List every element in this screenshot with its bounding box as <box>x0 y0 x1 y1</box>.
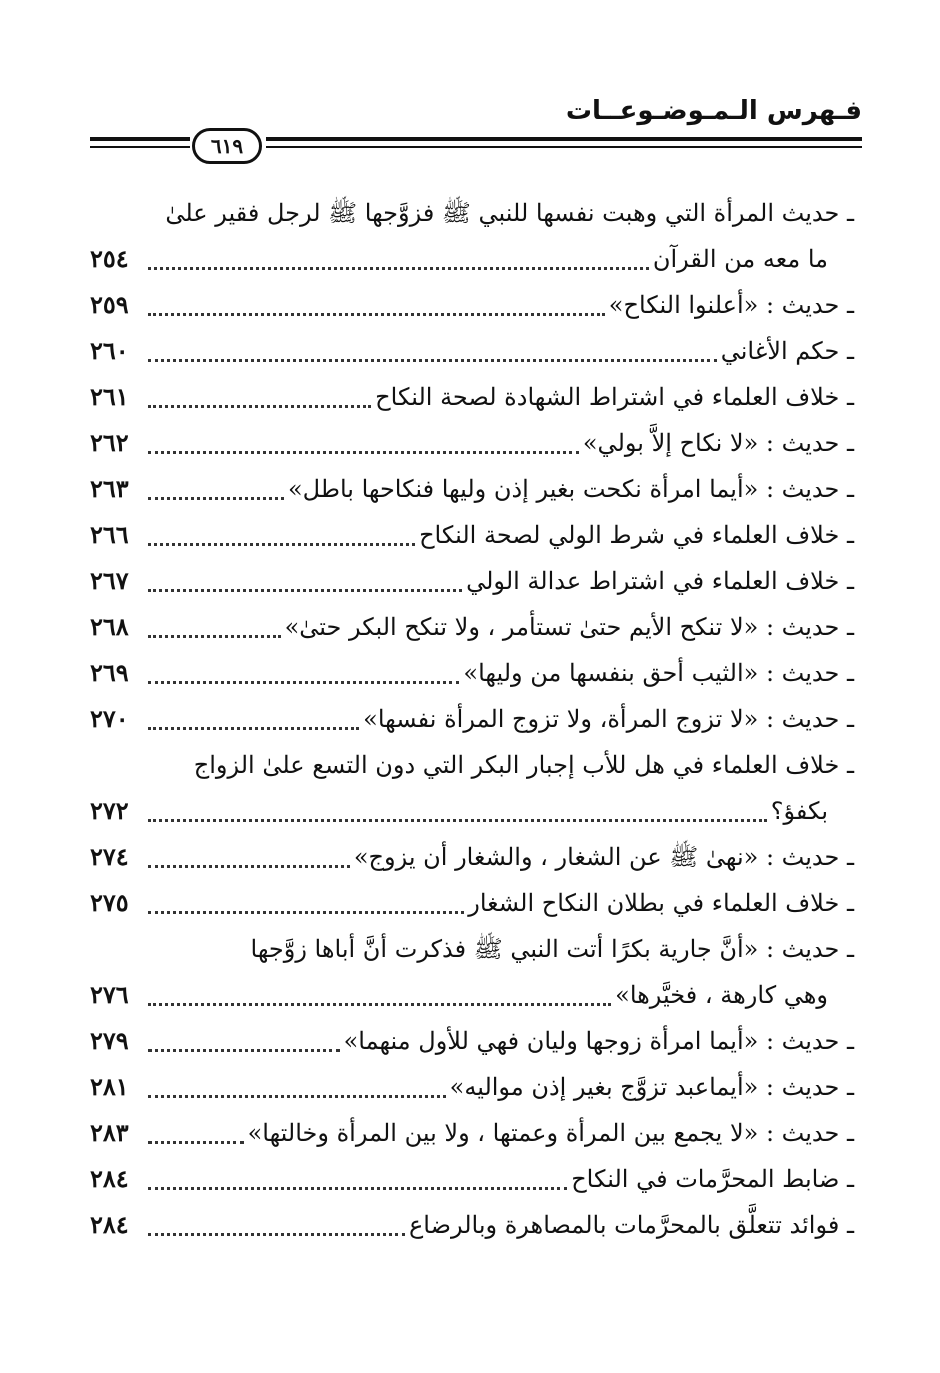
page-header-title: فـهرس الـمـوضـوعــات <box>565 96 862 126</box>
toc-entry-text: ـ خلاف العلماء في شرط الولي لصحة النكاح <box>419 521 854 549</box>
toc-entry-text: ـ خلاف العلماء في هل للأب إجبار البكر التي دون التسع علىٰ الزواج <box>193 751 854 779</box>
toc-entry <box>90 1156 854 1202</box>
toc-entry <box>90 926 854 972</box>
toc-entry-text: ـ حديث المرأة التي وهبت نفسها للنبي ﷺ فزوَّجها ﷺ لرجل فقير علىٰ <box>165 199 854 227</box>
toc-entry <box>90 788 854 834</box>
toc-entry-text: ـ حديث : «نهىٰ ﷺ عن الشغار ، والشغار أن يزوج» <box>353 843 854 871</box>
toc-entry-text: ـ خلاف العلماء في اشتراط الشهادة لصحة النكاح <box>375 383 854 411</box>
toc-leader-dots <box>148 911 464 914</box>
toc-entry-page: ٢٧٢ <box>90 796 129 825</box>
toc-entry-text: ـ حديث : «أيما امرأة زوجها وليان فهي للأول منهما» <box>343 1027 854 1055</box>
toc-entry-text: ـ فوائد تتعلَّق بالمحرَّمات بالمصاهرة وبالرضاع <box>408 1211 854 1239</box>
toc-entry-text: ـ حديث : «لا يجمع بين المرأة وعمتها ، ولا بين المرأة وخالتها» <box>247 1119 854 1147</box>
toc-entry <box>90 880 854 926</box>
toc-entry-text: ـ ضابط المحرَّمات في النكاح <box>571 1165 854 1193</box>
toc-leader-dots <box>148 1187 567 1190</box>
toc-leader-dots <box>148 681 459 684</box>
toc-entry-text: ما معه من القرآن <box>652 245 828 273</box>
toc-entry-page: ٢٧٤ <box>90 842 129 871</box>
toc-entry-text: ـ حديث : «لا نكاح إلاَّ بولي» <box>582 429 854 457</box>
toc-entry-page: ٢٦٦ <box>90 520 129 549</box>
toc-entry <box>90 190 854 236</box>
toc-entry-page: ٢٦٠ <box>90 336 129 365</box>
toc-leader-dots <box>148 451 579 454</box>
toc-entry-page: ٢٦١ <box>90 382 129 411</box>
toc-leader-dots <box>148 1095 446 1098</box>
toc-entry-page: ٢٨٤ <box>90 1164 129 1193</box>
toc-leader-dots <box>148 359 717 362</box>
toc-leader-dots <box>148 819 767 822</box>
toc-entry <box>90 1018 854 1064</box>
toc-leader-dots <box>148 865 350 868</box>
toc-entry <box>90 1202 854 1248</box>
toc-leader-dots <box>148 405 371 408</box>
toc-entry-page: ٢٧٩ <box>90 1026 129 1055</box>
toc-entry-page: ٢٧٠ <box>90 704 129 733</box>
toc-entry-page: ٢٦٩ <box>90 658 129 687</box>
toc-entry-text: ـ حديث : «أنَّ جارية بكرًا أتت النبي ﷺ فذكرت أنَّ أباها زوَّجها <box>250 935 854 963</box>
toc-leader-dots <box>148 1233 405 1236</box>
toc-entry-page: ٢٥٤ <box>90 244 129 273</box>
toc-entry <box>90 696 854 742</box>
toc-entry-page: ٢٧٦ <box>90 980 129 1009</box>
toc-leader-dots <box>148 1049 340 1052</box>
toc-entry <box>90 466 854 512</box>
toc-entry-text: ـ حديث : «الثيب أحق بنفسها من وليها» <box>463 659 854 687</box>
toc-leader-dots <box>148 497 284 500</box>
toc-entry <box>90 282 854 328</box>
toc-entry <box>90 650 854 696</box>
toc-entry <box>90 558 854 604</box>
toc-leader-dots <box>148 1141 244 1144</box>
header-rule-right-thick <box>266 137 862 141</box>
toc-leader-dots <box>148 727 359 730</box>
toc-entry-text: ـ حديث : «أيماعبد تزوَّج بغير إذن مواليه» <box>449 1073 854 1101</box>
toc-leader-dots <box>148 543 415 546</box>
toc-entry <box>90 742 854 788</box>
header-rule-left-thin <box>90 146 190 148</box>
toc-leader-dots <box>148 635 281 638</box>
page-number-badge: ٦١٩ <box>192 128 262 164</box>
toc-entry <box>90 512 854 558</box>
toc-entry-text: ـ حديث : «أيما امرأة نكحت بغير إذن وليها فنكاحها باطل» <box>288 475 854 503</box>
toc-entry-page: ٢٦٣ <box>90 474 129 503</box>
header-rule-right-thin <box>266 146 862 148</box>
toc-entry-page: ٢٨٣ <box>90 1118 129 1147</box>
toc-entry-page: ٢٦٧ <box>90 566 129 595</box>
toc-entry-page: ٢٦٨ <box>90 612 129 641</box>
toc-list <box>90 190 854 1248</box>
header-rule-left-thick <box>90 137 190 141</box>
toc-entry-text: ـ حديث : «لا تزوج المرأة، ولا تزوج المرأة نفسها» <box>363 705 854 733</box>
toc-entry-text: ـ حكم الأغاني <box>720 337 854 365</box>
toc-entry-text: بكفؤ؟ <box>770 797 828 825</box>
toc-entry <box>90 328 854 374</box>
toc-entry-page: ٢٨٤ <box>90 1210 129 1239</box>
toc-entry-text: ـ حديث : «أعلنوا النكاح» <box>608 291 854 319</box>
toc-leader-dots <box>148 313 605 316</box>
toc-entry <box>90 972 854 1018</box>
toc-leader-dots <box>148 1003 611 1006</box>
toc-entry-page: ٢٨١ <box>90 1072 129 1101</box>
toc-entry-text: وهي كارهة ، فخيَّرها» <box>615 981 828 1009</box>
toc-leader-dots <box>148 589 462 592</box>
toc-entry <box>90 374 854 420</box>
toc-entry <box>90 420 854 466</box>
toc-entry <box>90 1110 854 1156</box>
toc-entry-text: ـ خلاف العلماء في بطلان النكاح الشغار <box>468 889 854 917</box>
toc-entry <box>90 604 854 650</box>
toc-entry-page: ٢٧٥ <box>90 888 129 917</box>
toc-entry <box>90 1064 854 1110</box>
toc-entry-text: ـ حديث : «لا تنكح الأيم حتىٰ تستأمر ، ولا تنكح البكر حتىٰ» <box>284 613 854 641</box>
toc-entry-page: ٢٦٢ <box>90 428 129 457</box>
toc-entry-page: ٢٥٩ <box>90 290 129 319</box>
toc-leader-dots <box>148 267 649 270</box>
toc-entry <box>90 834 854 880</box>
toc-entry <box>90 236 854 282</box>
toc-entry-text: ـ خلاف العلماء في اشتراط عدالة الولي <box>466 567 854 595</box>
